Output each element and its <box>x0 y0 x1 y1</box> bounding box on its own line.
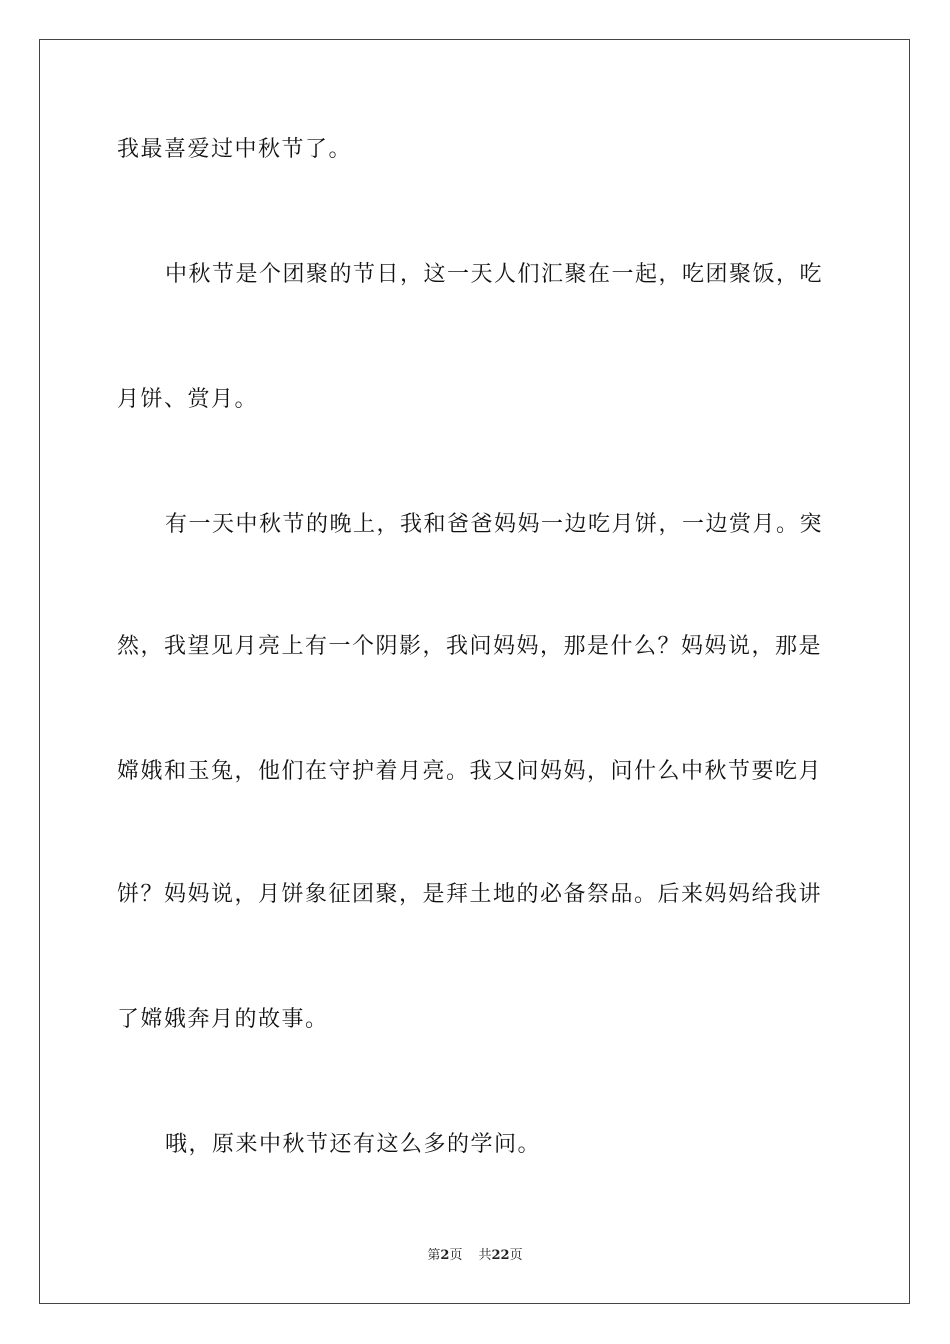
total-pages: 22 <box>491 1248 510 1263</box>
text-line-4: 有一天中秋节的晚上，我和爸爸妈妈一边吃月饼，一边赏月。突 <box>165 512 824 537</box>
page-prefix: 第 <box>427 1248 441 1263</box>
text-line-5: 然，我望见月亮上有一个阴影，我问妈妈，那是什么？妈妈说，那是 <box>117 634 823 659</box>
page-footer <box>0 1247 950 1265</box>
text-line-6: 嫦娥和玉兔，他们在守护着月亮。我又问妈妈，问什么中秋节要吃月 <box>117 759 823 784</box>
text-line-9: 哦，原来中秋节还有这么多的学问。 <box>165 1132 542 1157</box>
page-number: 2 <box>440 1248 450 1263</box>
text-line-8: 了嫦娥奔月的故事。 <box>117 1007 329 1032</box>
page-suffix: 页 <box>449 1248 463 1263</box>
total-suffix: 页 <box>509 1248 523 1263</box>
text-line-2: 中秋节是个团聚的节日，这一天人们汇聚在一起，吃团聚饭，吃 <box>165 262 824 287</box>
text-line-3: 月饼、赏月。 <box>117 387 259 412</box>
page-border <box>39 39 910 1304</box>
text-line-7: 饼？妈妈说，月饼象征团聚，是拜土地的必备祭品。后来妈妈给我讲 <box>117 882 823 907</box>
text-line-1: 我最喜爱过中秋节了。 <box>117 137 353 162</box>
total-prefix: 共 <box>478 1248 492 1263</box>
